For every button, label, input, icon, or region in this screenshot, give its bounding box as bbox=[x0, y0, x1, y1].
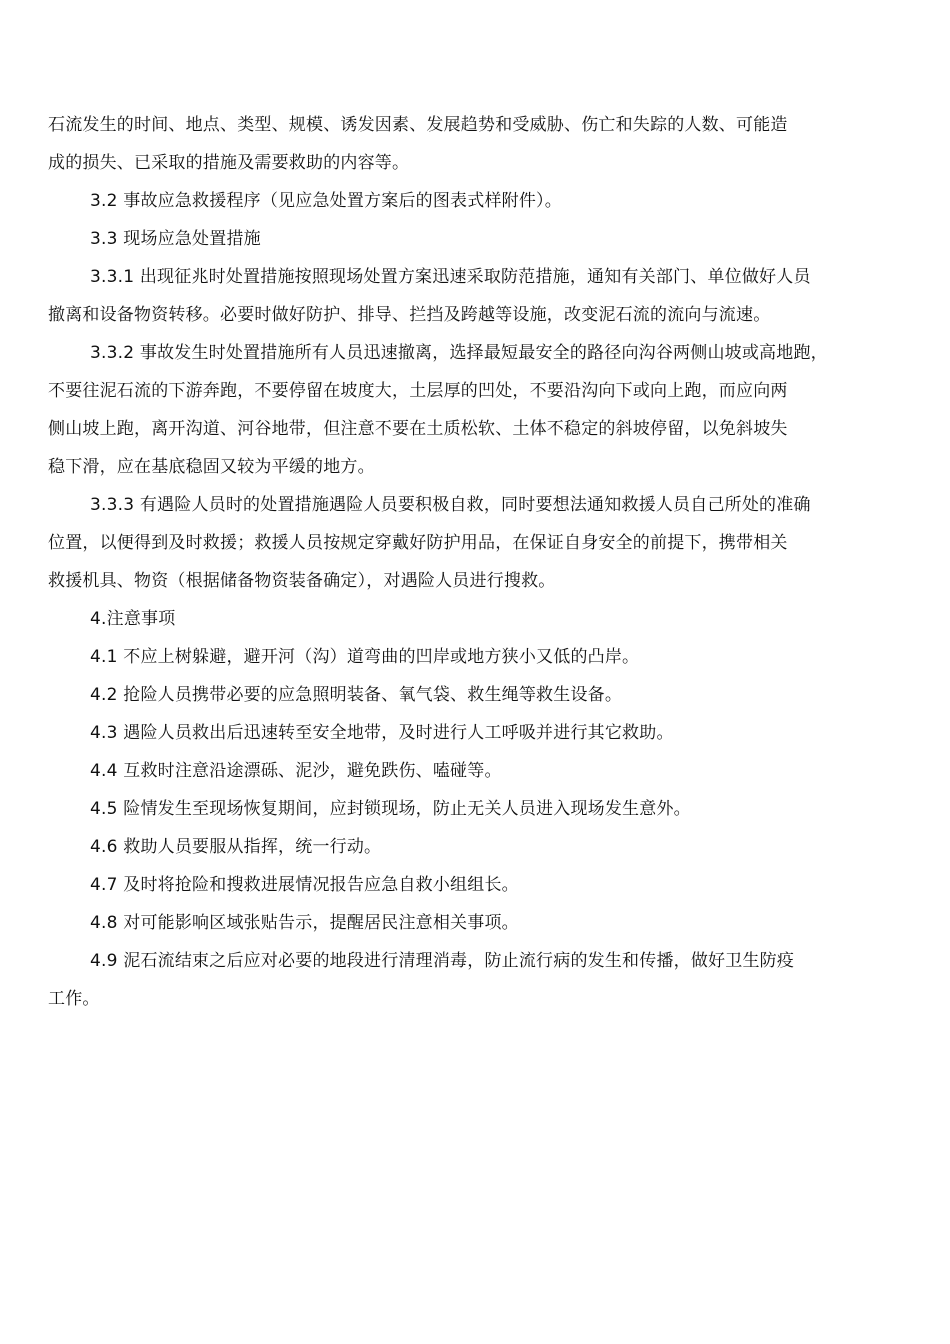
text-line: 撤离和设备物资转移。必要时做好防护、排导、拦挡及跨越等设施，改变泥石流的流向与流速。 bbox=[48, 305, 771, 325]
paragraph-4-8 bbox=[48, 910, 900, 936]
text-line: 3.3.3 有遇险人员时的处置措施遇险人员要积极自救，同时要想法通知救援人员自己所处的准确 bbox=[90, 495, 811, 515]
paragraph-4 bbox=[48, 606, 900, 632]
text-line: 4.5 险情发生至现场恢复期间，应封锁现场，防止无关人员进入现场发生意外。 bbox=[90, 799, 691, 819]
paragraph-4-5 bbox=[48, 796, 900, 822]
text-line: 4.9 泥石流结束之后应对必要的地段进行清理消毒，防止流行病的发生和传播，做好卫生防疫 bbox=[90, 951, 795, 971]
paragraph-4-9 bbox=[48, 948, 900, 1012]
text-line: 4.6 救助人员要服从指挥，统一行动。 bbox=[90, 837, 382, 857]
text-line: 救援机具、物资（根据储备物资装备确定），对遇险人员进行搜救。 bbox=[48, 571, 556, 591]
text-line: 工作。 bbox=[48, 989, 100, 1009]
document-body bbox=[48, 112, 900, 1024]
paragraph-4-4 bbox=[48, 758, 900, 784]
section-heading: 3.3 现场应急处置措施 bbox=[90, 229, 261, 249]
paragraph-4-7 bbox=[48, 872, 900, 898]
paragraph-continuation bbox=[48, 112, 900, 176]
text-line: 4.4 互救时注意沿途漂砾、泥沙，避免跌伤、嗑碰等。 bbox=[90, 761, 502, 781]
paragraph-4-6 bbox=[48, 834, 900, 860]
text-line: 位置，以便得到及时救援；救援人员按规定穿戴好防护用品，在保证自身安全的前提下，携带相关 bbox=[48, 533, 788, 553]
text-line: 稳下滑，应在基底稳固又较为平缓的地方。 bbox=[48, 457, 375, 477]
paragraph-3-3-3 bbox=[48, 492, 900, 594]
paragraph-3-3-1 bbox=[48, 264, 900, 328]
text-line: 4.7 及时将抢险和搜救进展情况报告应急自救小组组长。 bbox=[90, 875, 519, 895]
text-line: 3.3.2 事故发生时处置措施所有人员迅速撤离，选择最短最安全的路径向沟谷两侧山坡或高地跑， bbox=[90, 343, 828, 363]
text-line: 不要往泥石流的下游奔跑，不要停留在坡度大，土层厚的凹处，不要沿沟向下或向上跑，而应向两 bbox=[48, 381, 788, 401]
text-line: 侧山坡上跑，离开沟道、河谷地带，但注意不要在土质松软、土体不稳定的斜坡停留，以免斜坡失 bbox=[48, 419, 788, 439]
text-line: 3.2 事故应急救援程序（见应急处置方案后的图表式样附件）。 bbox=[90, 191, 562, 211]
paragraph-4-1 bbox=[48, 644, 900, 670]
text-line: 成的损失、已采取的措施及需要救助的内容等。 bbox=[48, 153, 410, 173]
text-line: 4.1 不应上树躲避，避开河（沟）道弯曲的凹岸或地方狭小又低的凸岸。 bbox=[90, 647, 640, 667]
text-line: 4.2 抢险人员携带必要的应急照明装备、氧气袋、救生绳等救生设备。 bbox=[90, 685, 623, 705]
paragraph-4-2 bbox=[48, 682, 900, 708]
text-line: 4.8 对可能影响区域张贴告示，提醒居民注意相关事项。 bbox=[90, 913, 519, 933]
text-line: 石流发生的时间、地点、类型、规模、诱发因素、发展趋势和受威胁、伤亡和失踪的人数、可能造 bbox=[48, 115, 788, 135]
paragraph-3-2 bbox=[48, 188, 900, 214]
paragraph-3-3-2 bbox=[48, 340, 900, 480]
section-heading: 4.注意事项 bbox=[90, 609, 176, 629]
paragraph-4-3 bbox=[48, 720, 900, 746]
paragraph-3-3 bbox=[48, 226, 900, 252]
text-line: 4.3 遇险人员救出后迅速转至安全地带，及时进行人工呼吸并进行其它救助。 bbox=[90, 723, 674, 743]
text-line: 3.3.1 出现征兆时处置措施按照现场处置方案迅速采取防范措施，通知有关部门、单位做好人员 bbox=[90, 267, 811, 287]
